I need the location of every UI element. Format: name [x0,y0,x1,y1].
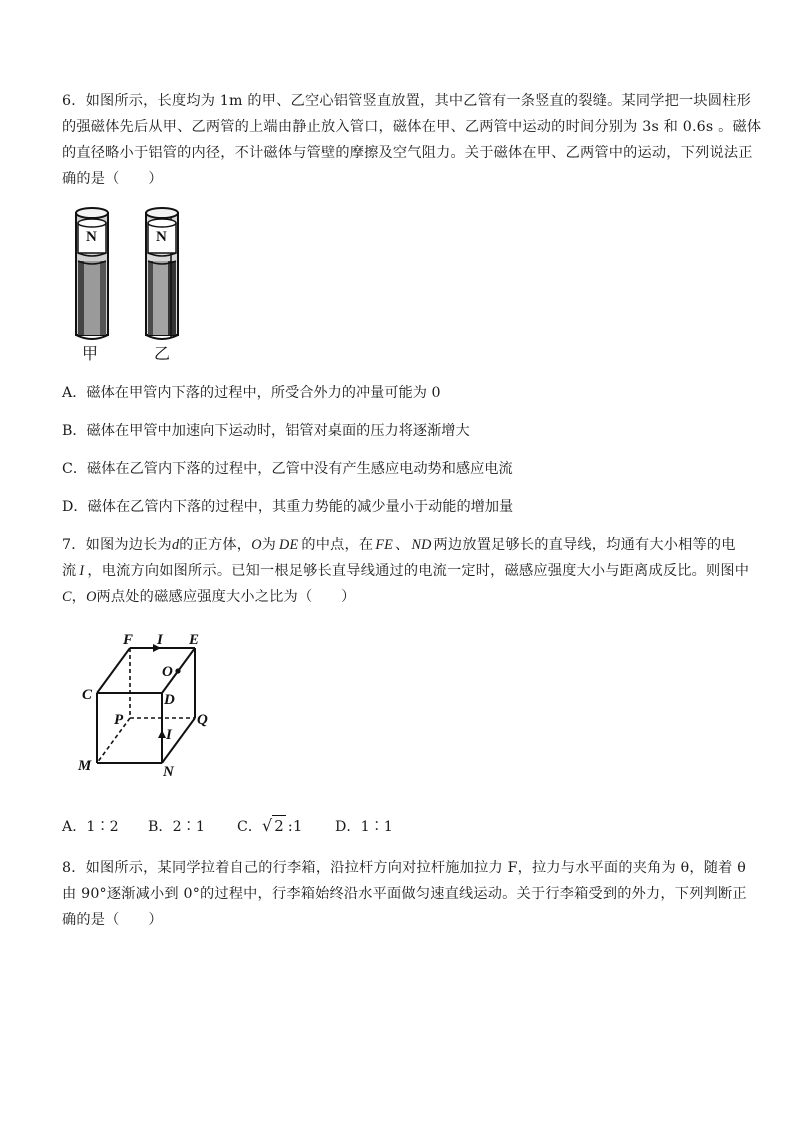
q7-option-c-prefix: C． [237,819,263,835]
q7-cube-figure [70,628,230,778]
q6-line-2: 的强磁体先后从甲、乙两管的上端由静止放入管口，磁体在甲、乙两管中运动的时间分别为 3s 和 0.6s 。磁体 [62,119,762,135]
q7-option-a: A．1∶2 [62,819,119,835]
vertex-c: C [82,687,93,703]
q7-text: 的正方体， [179,537,252,553]
sqrt-icon: √ [262,816,273,835]
q7-var-fe: FE [375,537,394,553]
q6-option-b: B．磁体在甲管中加速向下运动时，铝管对桌面的压力将逐渐增大 [62,423,470,439]
magnet-label-right: N [156,229,167,245]
tube-yi [146,208,178,363]
q7-text: 、 [395,537,410,553]
q7-var-i: I [79,563,85,579]
magnet-label-left: N [86,229,97,245]
vertex-p: P [114,712,124,728]
q6-line-1: 6．如图所示，长度均为 1m 的甲、乙空心铝管竖直放置，其中乙管有一条竖直的裂缝。某同学把一块圆柱形 [62,93,751,109]
q7-text: 两边放置足够长的直导线，均通有大小相等的电 [433,537,736,553]
tube-jia [76,208,108,363]
q8-line-3: 确的是（ ） [62,912,163,928]
q7-var-de: DE [279,537,299,553]
q6-option-a: A．磁体在甲管内下落的过程中，所受合外力的冲量可能为 0 [62,385,441,401]
vertex-d: D [164,692,175,708]
q7-var-o: O [251,537,262,553]
q6-option-c: C．磁体在乙管内下落的过程中，乙管中没有产生感应电动势和感应电流 [62,461,513,477]
q8-line-2: 由 90°逐渐减小到 0°的过程中，行李箱始终沿水平面做匀速直线运动。关于行李箱受到的外力，下列判断正 [62,886,747,902]
q7-var-o: O [86,589,97,605]
q7-text: 为 [261,537,277,553]
q6-tubes-figure [68,203,198,363]
point-o: O [162,664,173,680]
q7-option-c-suffix: :1 [287,817,303,835]
q7-var-nd: ND [411,537,432,553]
q7-option-b: B．2∶1 [148,819,205,835]
q7-option-c [237,815,335,837]
q7-text: ，电流方向如图所示。已知一根足够长直导线通过的电流一定时，磁感应强度大小与距离成反比。则图中 [87,563,750,579]
q7-option-c-radicand: 2 [274,817,284,835]
q7-text: 流 [62,563,77,579]
q7-text: 7．如图为边长为 [62,537,172,553]
q7-text: 两点处的磁感应强度大小之比为（ ） [96,589,356,605]
tube-right-label: 乙 [154,346,171,363]
vertex-q: Q [197,712,208,728]
current-label-mid: I [166,727,172,743]
q6-line-3: 的直径略小于铝管的内径，不计磁体与管壁的摩擦及空气阻力。关于磁体在甲、乙两管中的运动，下列说法正 [62,145,753,161]
q7-text: 的中点，在 [301,537,374,553]
q7-var-c: C [62,589,72,605]
q7-line-1 [62,535,736,555]
q7-text: ， [71,589,87,605]
q7-option-d: D．1∶1 [335,819,393,835]
current-label-top: I [157,632,163,648]
vertex-m: M [78,758,92,774]
q7-line-3 [62,587,356,607]
vertex-n: N [163,764,174,778]
q8-line-1: 8．如图所示，某同学拉着自己的行李箱，沿拉杆方向对拉杆施加拉力 F，拉力与水平面的夹角为 θ，随着 θ [62,860,746,876]
q7-line-2 [62,561,749,581]
vertex-f: F [123,632,134,648]
tube-left-label: 甲 [82,346,99,363]
vertex-e: E [189,632,200,648]
q6-option-d: D．磁体在乙管内下落的过程中，其重力势能的减少量小于动能的增加量 [62,499,514,515]
q7-answer-options [62,815,393,837]
q6-line-4: 确的是（ ） [62,171,163,187]
q7-var-d: d [171,537,180,553]
